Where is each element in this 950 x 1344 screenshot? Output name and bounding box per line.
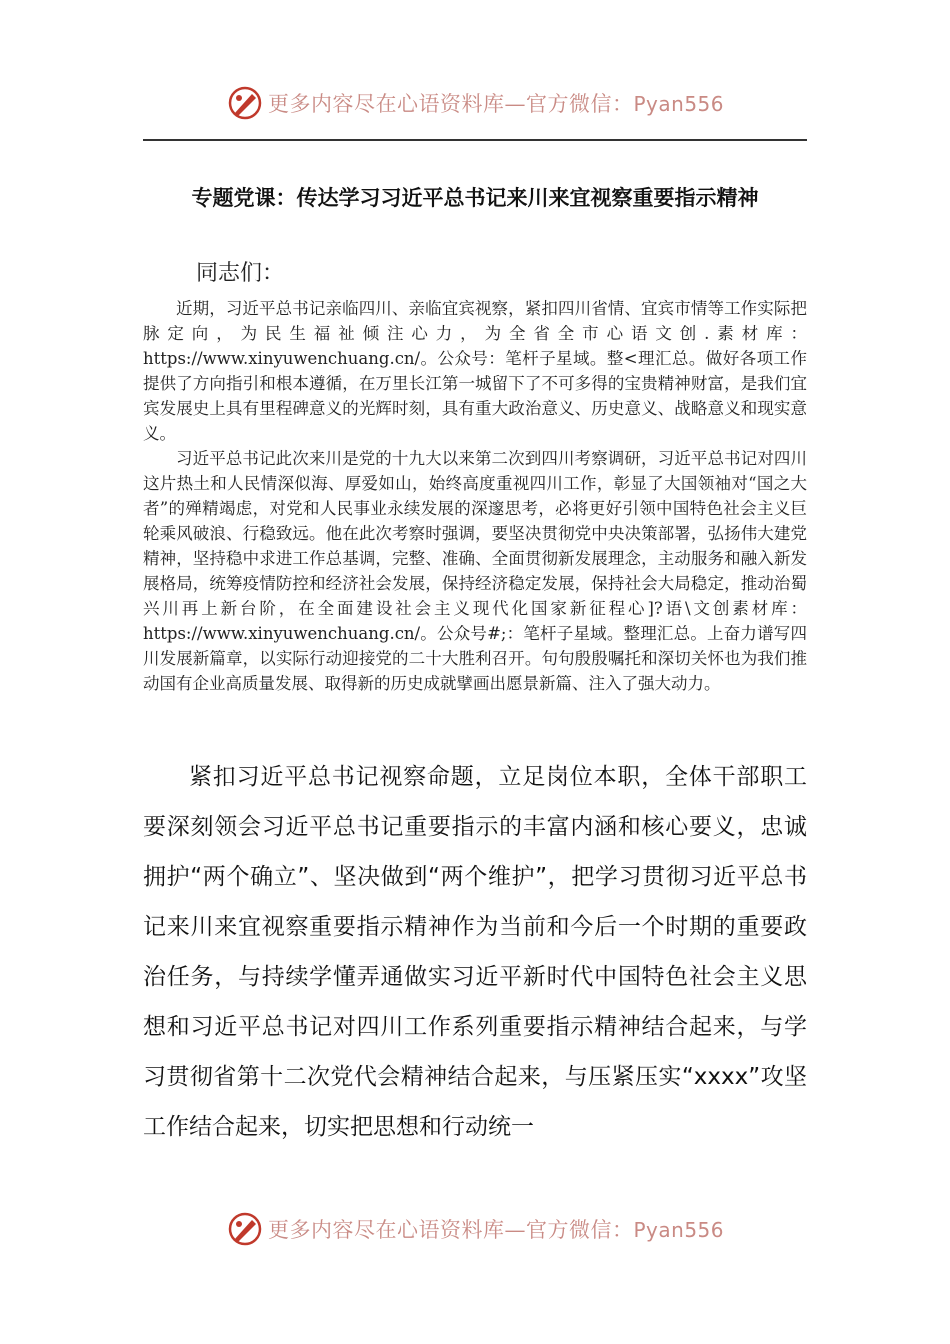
header-divider (143, 139, 807, 141)
wechat-id: Pyan556 (633, 92, 725, 116)
banner-label: 更多内容尽在心语资料库—官方微信： (268, 92, 634, 116)
footer-banner (0, 1208, 950, 1252)
banner-text (268, 88, 724, 118)
body-large-text (143, 752, 807, 1152)
logo-icon (226, 84, 264, 122)
wechat-id: Pyan556 (633, 1218, 725, 1242)
banner-text (268, 1214, 724, 1244)
document-title: 专题党课：传达学习习近平总书记来川来宜视察重要指示精神 (191, 186, 759, 210)
paragraph: 紧扣习近平总书记视察命题，立足岗位本职，全体干部职工要深刻领会习近平总书记重要指示的丰富内涵和核心要义，忠诚拥护“两个确立”、坚决做到“两个维护”，把学习贯彻习近平总书记来川来宜视察重要指示精神作为当前和今后一个时期的重要政治任务，与持续学懂弄通做实习近平新时代中国特色社会主义思想和习近平总书记对四川工作系列重要指示精神结合起来，与学习贯彻省第十二次党代会精神结合起来，与压紧压实“xxxx”攻坚工作结合起来，切实把思想和行动统一 (143, 764, 807, 1140)
paragraph: 习近平总书记此次来川是党的十九大以来第二次到四川考察调研，习近平总书记对四川这片热土和人民情深似海、厚爱如山，始终高度重视四川工作，彰显了大国领袖对“国之大者”的殚精竭虑，对党和人民事业永续发展的深邃思考，必将更好引领中国特色社会主义巨轮乘风破浪、行稳致远。他在此次考察时强调，要坚决贯彻党中央决策部署，弘扬伟大建党精神，坚持稳中求进工作总基调，完整、准确、全面贯彻新发展理念，主动服务和融入新发展格局，统筹疫情防控和经济社会发展，保持经济稳定发展，保持社会大局稳定，推动治蜀兴川再上新台阶，在全面建设社会主义现代化国家新征程心]?语\文创素材库：https://www.xinyuwenchuang.cn/。公众号#;：笔杆子星域。整理汇总。上奋力谱写四川发展新篇章，以实际行动迎接党的二十大胜利召开。句句殷殷嘱托和深切关怀也为我们推动国有企业高质量发展、取得新的历史成就擘画出愿景新篇、注入了强大动力。 (143, 449, 807, 693)
salutation: 同志们： (196, 261, 285, 286)
paragraph: 近期，习近平总书记亲临四川、亲临宜宾视察，紧扣四川省情、宜宾市情等工作实际把脉定向，为民生福祉倾注心力，为全省全市心语文创.素材库：https://www.xinyuwenchuang.cn/。公众号：笔杆子星域。整<理汇总。做好各项工作提供了方向指引和根本遵循，在万里长江第一城留下了不可多得的宝贵精神财富，是我们宜宾发展史上具有里程碑意义的光辉时刻，具有重大政治意义、历史意义、战略意义和现实意义。 (143, 299, 807, 443)
banner-label: 更多内容尽在心语资料库—官方微信： (268, 1218, 634, 1242)
logo-icon (226, 1210, 264, 1248)
header-banner (0, 82, 950, 126)
body-small-text (143, 296, 807, 696)
